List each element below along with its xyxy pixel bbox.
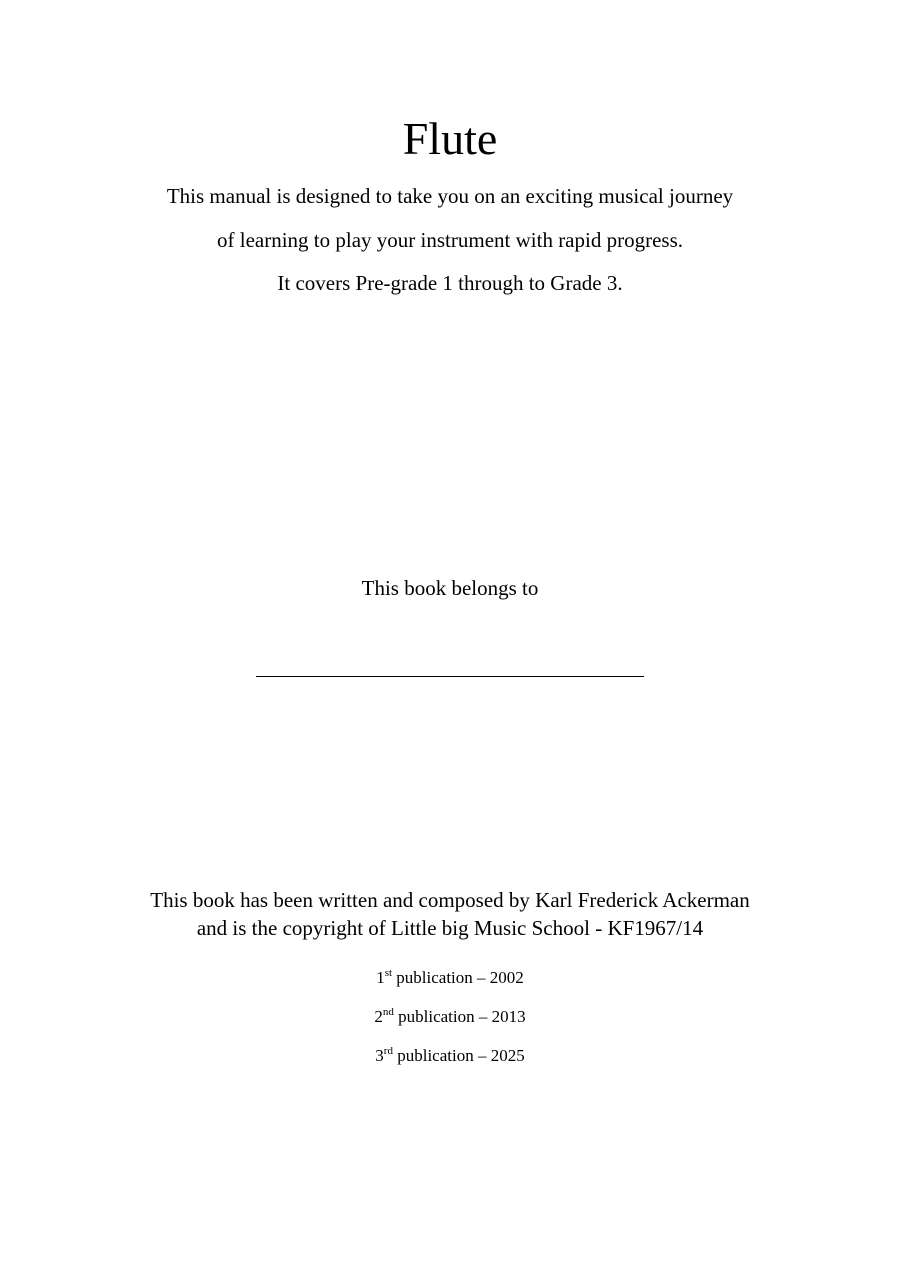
publication-ordinal: 3	[375, 1046, 384, 1065]
publication-line	[0, 1044, 900, 1068]
publication-ordinal-suffix: nd	[382, 1006, 394, 1018]
credit-line-2: and is the copyright of Little big Music School - KF1967/14	[196, 916, 704, 940]
credit-line-1: This book has been written and composed by Karl Frederick Ackerman	[150, 888, 750, 912]
publication-ordinal-suffix: st	[384, 967, 393, 979]
publication-line	[0, 1005, 900, 1029]
publication-text: publication – 2013	[393, 1007, 526, 1026]
owner-name-blank-line	[256, 676, 644, 677]
intro-line-3: It covers Pre-grade 1 through to Grade 3.	[277, 271, 623, 295]
intro-line-1: This manual is designed to take you on an exciting musical journey	[166, 184, 734, 208]
publication-line	[0, 966, 900, 990]
publication-text: publication – 2025	[392, 1046, 525, 1065]
publication-ordinal-suffix: rd	[383, 1045, 393, 1057]
publication-ordinal: 2	[374, 1007, 383, 1026]
publication-text: publication – 2002	[392, 968, 524, 987]
intro-line-2: of learning to play your instrument with rapid progress.	[217, 228, 683, 252]
publication-ordinal: 1	[376, 968, 385, 987]
document-title: Flute	[402, 113, 498, 164]
ownership-label: This book belongs to	[361, 576, 539, 600]
